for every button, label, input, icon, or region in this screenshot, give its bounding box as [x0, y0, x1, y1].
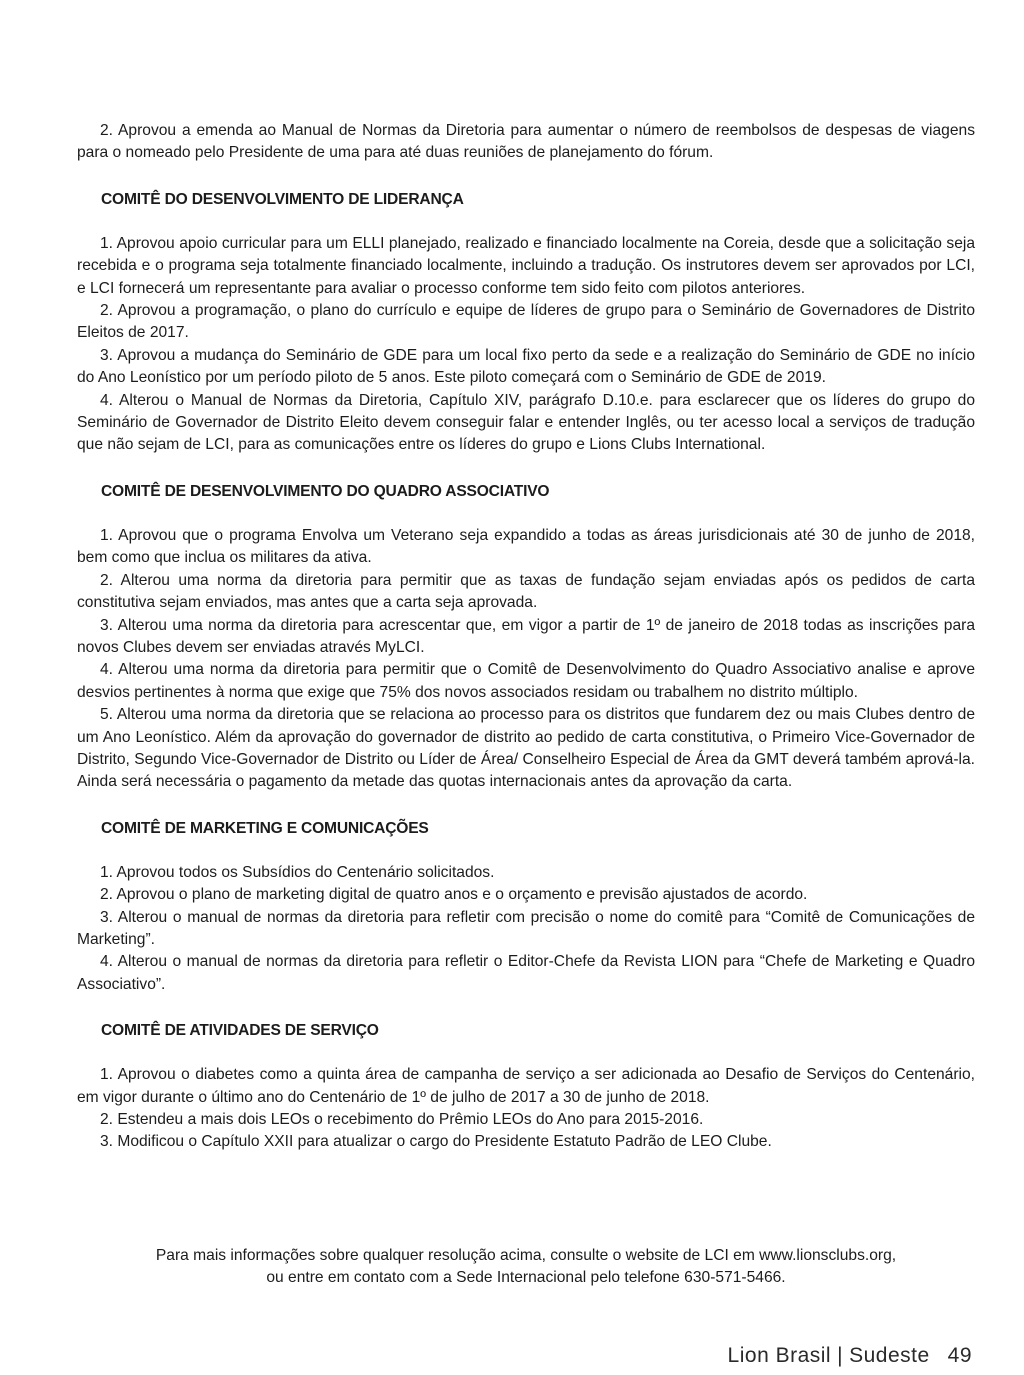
folio-separator: | — [837, 1344, 844, 1367]
list-item: 1. Aprovou todos os Subsídios do Centenário solicitados. — [100, 863, 495, 881]
section-leadership-development — [77, 189, 975, 457]
page-number: 49 — [947, 1344, 972, 1367]
list-item: 2. Alterou uma norma da diretoria para permitir que as taxas de fundação sejam enviadas após os pedidos de carta constitutiva sejam enviados, mas antes que a carta seja aprovada. — [77, 571, 975, 612]
page-folio — [728, 1344, 972, 1368]
list-item: 1. Aprovou apoio curricular para um ELLI planejado, realizado e financiado localmente na Coreia, desde que a solicitação seja recebida e o programa seja totalmente financiado localmente, incluindo a tradução. Os instrutores devem ser aprovados por LCI, e LCI fornecerá um representante para avaliar o processo conforme tem sido feito com pilotos anteriores. — [77, 234, 975, 297]
section-heading: COMITÊ DO DESENVOLVIMENTO DE LIDERANÇA — [101, 190, 464, 208]
edition-name: Sudeste — [849, 1344, 930, 1367]
list-item: 2. Aprovou a programação, o plano do currículo e equipe de líderes de grupo para o Seminário de Governadores de Distrito Eleitos de 2017. — [77, 302, 975, 342]
section-heading: COMITÊ DE MARKETING E COMUNICAÇÕES — [101, 819, 429, 837]
section-heading: COMITÊ DE ATIVIDADES DE SERVIÇO — [101, 1022, 379, 1040]
list-item: 4. Alterou o manual de normas da diretoria para refletir o Editor-Chefe da Revista LION para “Chefe de Marketing e Quadro Associativo”. — [77, 953, 975, 993]
list-item: 3. Aprovou a mudança do Seminário de GDE para um local fixo perto da sede e a realização do Seminário de GDE no início do Ano Leonístico por um período piloto de 5 anos. Este piloto começará com o Seminário de GDE de 2019. — [77, 346, 975, 387]
section-membership-development — [77, 481, 975, 794]
list-item: 2. Aprovou o plano de marketing digital de quatro anos e o orçamento e previsão ajustados de acordo. — [100, 886, 808, 904]
list-item: 3. Alterou o manual de normas da diretoria para refletir com precisão o nome do comitê para “Comitê de Comunicações de Marketing”. — [77, 908, 975, 948]
footer-note-line: ou entre em contato com a Sede Internacional pelo telefone 630-571-5466. — [266, 1269, 786, 1286]
intro-paragraph: 2. Aprovou a emenda ao Manual de Normas da Diretoria para aumentar o número de reembolsos de despesas de viagens para o nomeado pelo Presidente de uma para até duas reuniões de planejamento do fórum. — [77, 122, 975, 162]
list-item: 1. Aprovou o diabetes como a quinta área de campanha de serviço a ser adicionada ao Desafio de Serviços do Centenário, em vigor durante o último ano do Centenário de 1º de julho de 2017 a 30 de junho de 2018. — [77, 1066, 975, 1106]
section-heading: COMITÊ DE DESENVOLVIMENTO DO QUADRO ASSOCIATIVO — [101, 482, 550, 500]
list-item: 3. Modificou o Capítulo XXII para atualizar o cargo do Presidente Estatuto Padrão de LEO Clube. — [100, 1133, 772, 1151]
list-item: 3. Alterou uma norma da diretoria para acrescentar que, em vigor a partir de 1º de janeiro de 2018 todas as inscrições para novos Clubes devem ser enviadas através MyLCI. — [77, 616, 975, 656]
list-item: 1. Aprovou que o programa Envolva um Veterano seja expandido a todas as áreas jurisdicionais até 30 de junho de 2018, bem como que inclua os militares da ativa. — [77, 526, 975, 567]
footer-note-line: Para mais informações sobre qualquer resolução acima, consulte o website de LCI em www.lionsclubs.org, — [155, 1247, 897, 1264]
list-item: 2. Estendeu a mais dois LEOs o recebimento do Prêmio LEOs do Ano para 2015-2016. — [100, 1111, 704, 1128]
contact-footer-note — [77, 1245, 975, 1289]
section-marketing-communications — [77, 818, 975, 996]
list-item: 4. Alterou uma norma da diretoria para permitir que o Comitê de Desenvolvimento do Quadro Associativo analise e aprove desvios pertinentes à norma que exige que 75% dos novos associados residam ou trabalhem no distrito múltiplo. — [77, 661, 975, 701]
list-item: 4. Alterou o Manual de Normas da Diretoria, Capítulo XIV, parágrafo D.10.e. para esclarecer que os líderes do grupo do Seminário de Governador de Distrito Eleito devem conseguir falar e entender Inglês, ou ter acesso local a serviços de tradução que não sejam de LCI, para as comunicações entre os líderes do grupo e Lions Clubs International. — [77, 391, 975, 454]
document-body — [77, 120, 975, 1154]
section-service-activities — [77, 1020, 975, 1154]
list-item: 5. Alterou uma norma da diretoria que se relaciona ao processo para os distritos que fundarem dez ou mais Clubes dentro de um Ano Leonístico. Além da aprovação do governador de distrito ao pedido de carta constitutiva, o Primeiro Vice-Governador de Distrito, Segundo Vice-Governador de Distrito ou Líder de Área/ Conselheiro Especial de Área da GMT deverá também aprová-la. Ainda será necessária o pagamento da metade das quotas internacionais antes da aprovação da carta. — [77, 706, 975, 791]
publication-name: Lion Brasil — [727, 1344, 832, 1367]
